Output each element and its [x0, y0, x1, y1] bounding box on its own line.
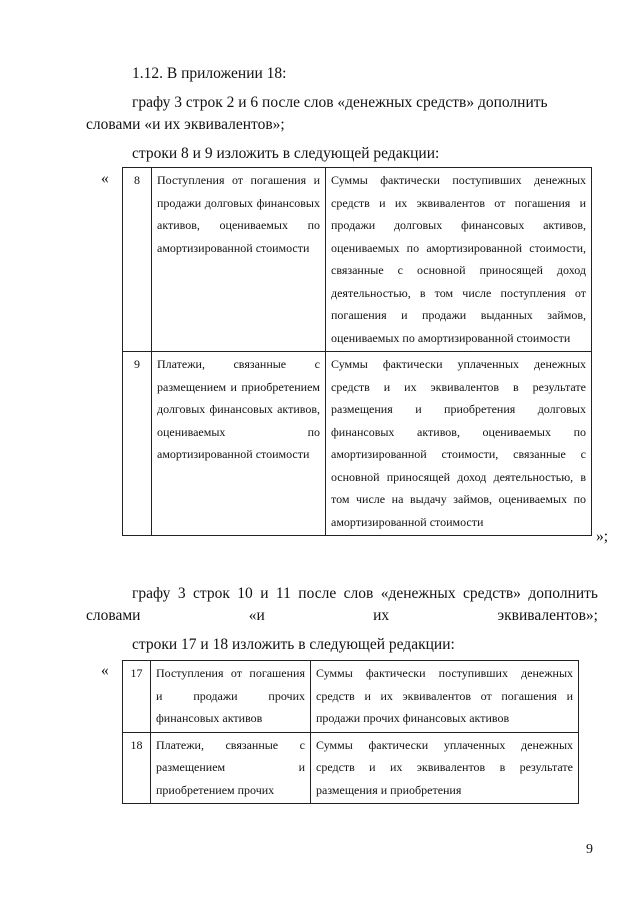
table-row: [123, 168, 592, 352]
close-quote: »;: [596, 528, 609, 545]
row-description: Суммы фактически поступивших денежных средств и их эквивалентов от погашения и продажи прочих финансовых активов: [311, 661, 579, 733]
row-name: Поступления от погашения и продажи прочих финансовых активов: [151, 661, 311, 733]
row-number: 17: [123, 661, 151, 733]
section-heading: 1.12. В приложении 18:: [132, 65, 287, 82]
row-description: Суммы фактически поступивших денежных средств и их эквивалентов от погашения и продажи долговых финансовых активов, оцениваемых по амортизированной стоимости, связанные с основной приносящей доход деятельностью, в том числе поступления от погашения и продажи выданных займов, оцениваемых по амортизированной стоимости: [326, 168, 592, 352]
row-number: 8: [123, 168, 152, 352]
amendment-table-rows-8-9: [122, 167, 592, 536]
table-row: [123, 661, 579, 733]
row-number: 18: [123, 732, 151, 804]
open-quote: «: [101, 662, 109, 679]
row-name: Платежи, связанные с размещением и приобретением долговых финансовых активов, оцениваемых по амортизированной стоимости: [152, 352, 326, 536]
row-number: 9: [123, 352, 152, 536]
amendment-paragraph: строки 17 и 18 изложить в следующей редакции:: [132, 636, 455, 653]
row-description: Суммы фактически уплаченных денежных средств и их эквивалентов в результате размещения и приобретения: [311, 732, 579, 804]
row-name: Платежи, связанные с размещением и приобретением прочих: [151, 732, 311, 804]
amendment-paragraph: строки 8 и 9 изложить в следующей редакции:: [132, 145, 440, 162]
row-name: Поступления от погашения и продажи долговых финансовых активов, оцениваемых по амортизированной стоимости: [152, 168, 326, 352]
amendment-paragraph: графу 3 строк 2 и 6 после слов «денежных средств» дополнить словами «и их эквивалентов»;: [86, 94, 548, 133]
amendment-paragraph: графу 3 строк 10 и 11 после слов «денежных средств» дополнить словами «и их эквивалентов»;: [86, 585, 598, 624]
row-description: Суммы фактически уплаченных денежных средств и их эквивалентов в результате размещения и приобретения долговых финансовых активов, оцениваемых по амортизированной стоимости, связанные с основной приносящей доход деятельностью, в том числе на выдачу займов, оцениваемых по амортизированной стоимости: [326, 352, 592, 536]
page-number: 9: [586, 842, 593, 857]
open-quote: «: [101, 170, 109, 187]
amendment-table-rows-17-18: [122, 660, 579, 804]
table-row: [123, 352, 592, 536]
table-row: [123, 732, 579, 804]
